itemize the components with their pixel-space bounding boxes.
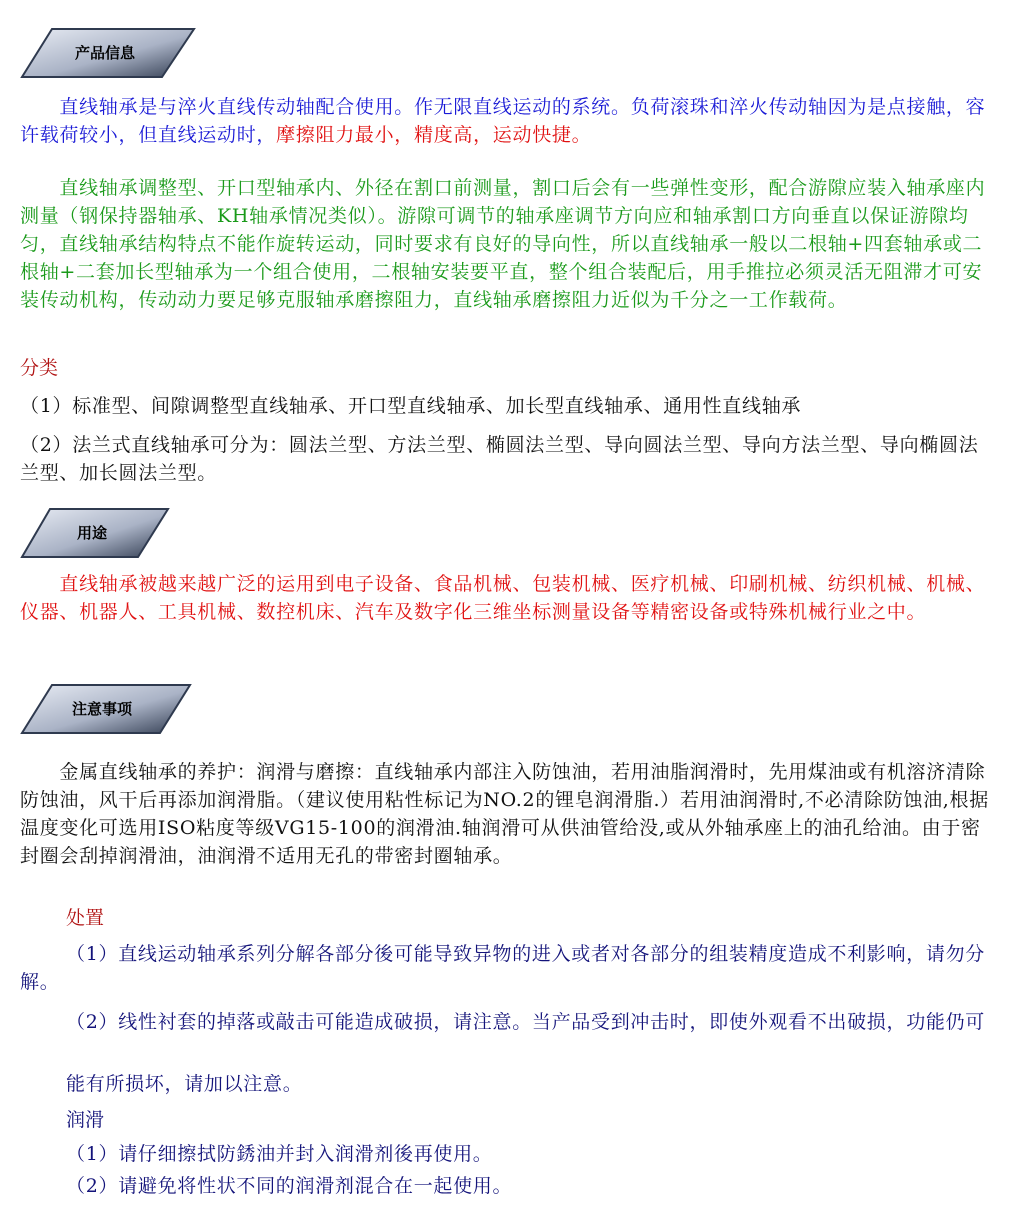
banner-title: 用途: [77, 524, 108, 542]
classification-item-1: （1）标准型、间隙调整型直线轴承、开口型直线轴承、加长型直线轴承、通用性直线轴承: [20, 395, 802, 417]
maintenance-paragraph: 金属直线轴承的养护：润滑与磨擦：直线轴承内部注入防蚀油，若用油脂润滑时，先用煤油或有机溶济清除防蚀油，风干后再添加润滑脂。（建议使用粘性标记为NO.2的锂皂润滑脂.）若用油润滑时,不必清除防蚀油,根据温度变化可选用ISO粘度等级VG15-100的润滑油.轴润滑可从供油管给没,或从外轴承座上的油孔给油。由于密封圈会刮掉润滑油，油润滑不适用无孔的带密封圈轴承。: [20, 761, 989, 867]
banner-usage: [20, 508, 170, 558]
banner-title: 产品信息: [75, 44, 136, 62]
banner-title: 注意事项: [72, 700, 133, 718]
intro-text: 直线轴承是与淬火直线传动轴配合使用。作无限直线运动的系统。负荷滚珠和淬火传动轴因为是点接触，容许载荷较小，但直线运动时，: [20, 96, 986, 146]
banner-notes: [20, 684, 192, 734]
classification-item-2: （2）法兰式直线轴承可分为：圆法兰型、方法兰型、椭圆法兰型、导向圆法兰型、导向方法兰型、导向椭圆法兰型、加长圆法兰型。: [20, 434, 979, 484]
handling-item-1: （1）直线运动轴承系列分解各部分後可能导致异物的进入或者对各部分的组装精度造成不利影响，请勿分解。: [20, 943, 985, 993]
lubrication-item-2: （2）请避免将性状不同的润滑剂混合在一起使用。: [66, 1175, 513, 1197]
handling-item-2-continued: 能有所损坏，请加以注意。: [66, 1073, 303, 1095]
usage-paragraph: 直线轴承被越来越广泛的运用到电子设备、食品机械、包装机械、医疗机械、印刷机械、纺织机械、机械、仪器、机器人、工具机械、数控机床、汽车及数字化三维坐标测量设备等精密设备或特殊机械行业之中。: [20, 573, 986, 623]
banner-product-info: [20, 28, 196, 78]
lubrication-heading: 润滑: [66, 1109, 105, 1131]
handling-heading: 处置: [66, 907, 105, 929]
classification-heading: 分类: [20, 357, 59, 379]
intro-highlight: 摩擦阻力最小，精度高，运动快捷。: [276, 124, 592, 146]
intro-paragraph: [20, 93, 995, 149]
adjustment-paragraph: 直线轴承调整型、开口型轴承内、外径在割口前测量，割口后会有一些弹性变形，配合游隙应装入轴承座内测量（钢保持器轴承、KH轴承情况类似）。游隙可调节的轴承座调节方向应和轴承割口方向垂直以保证游隙均匀，直线轴承结构特点不能作旋转运动，同时要求有良好的导向性，所以直线轴承一般以二根轴+四套轴承或二根轴+二套加长型轴承为一个组合使用，二根轴安装要平直，整个组合装配后，用手推拉必须灵活无阻滞才可安装传动机构，传动动力要足够克服轴承磨擦阻力，直线轴承磨擦阻力近似为千分之一工作载荷。: [20, 177, 986, 311]
lubrication-item-1: （1）请仔细擦拭防銹油并封入润滑剂後再使用。: [66, 1143, 493, 1165]
handling-item-2: （2）线性衬套的掉落或敲击可能造成破损，请注意。当产品受到冲击时，即使外观看不出破损，功能仍可: [66, 1011, 985, 1033]
